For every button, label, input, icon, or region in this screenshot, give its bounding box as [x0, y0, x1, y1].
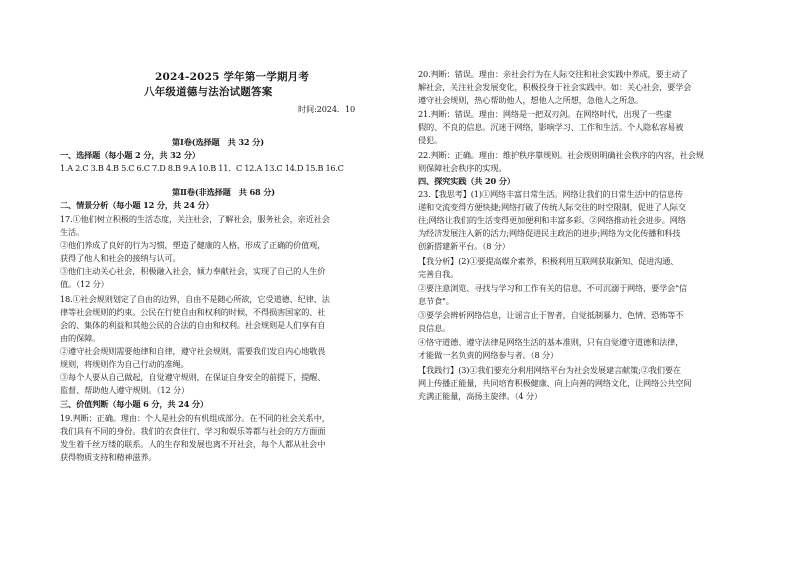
answer-line: 监督、帮助他人遵守规则。（12 分）: [60, 385, 190, 395]
exam-subtitle: 八年级道德与法治试题答案: [144, 86, 273, 98]
section3-title: 三、价值判断（每小题 6 分，共 24 分）: [60, 399, 209, 409]
answer-line: 发生着千丝万缕的联系。人的生存和发展也离不开社会，每个人都从社会中: [60, 439, 326, 449]
answer-line: 假的、不良的信息。沉迷于网络，影响学习、工作和生活。个人隐私容易被: [418, 122, 684, 132]
answer-line: ③要学会辨析网络信息，让谣言止于智者，自觉抵制暴力、色情、恐怖等不: [418, 310, 684, 320]
section1-title: 一、选择题（每小题 2 分，共 32 分）: [60, 150, 200, 160]
answer-line: 良信息。: [418, 323, 451, 333]
choice-answers: 1.A 2.C 3.B 4.B 5.C 6.C 7.D 8.B 9.A 10.B 11．C 12.A 13.C 14.D 15.B 16.C: [60, 163, 344, 173]
answer-line: 获得了他人和社会的接纳与认可。: [60, 253, 181, 263]
exam-title: 2024-2025 学年第一学期月考: [155, 71, 310, 83]
answer-line: ②遵守社会规则需要他律和自律，遵守社会规则，需要我们发自内心地敬畏: [60, 346, 326, 356]
answer-line: 网上传播正能量，共同培育积极健康、向上向善的网络文化，让网络公共空间: [418, 378, 692, 388]
answer-line: 21.判断：错误。理由：网络是一把双刃剑。在网络时代，出现了一些虚: [418, 109, 672, 119]
answer-line: 18.①社会规则划定了自由的边界，自由不是随心所欲，它受道德、纪律、法: [60, 294, 330, 304]
answer-line: 17.①他们树立积极的生活态度，关注社会，了解社会，服务社会，亲近社会: [60, 214, 330, 224]
answer-line: 获得物质支持和精神滋养。: [60, 452, 157, 462]
answer-line: 遵守社会规则，热心帮助他人，想他人之所想，急他人之所急。: [418, 95, 644, 105]
answer-line: 完善自我。: [418, 269, 459, 279]
answer-line: 才能做一名负责的网络参与者。（8 分）: [418, 350, 559, 360]
answer-line: 由的保障。: [60, 333, 101, 343]
answer-line: 为经济发展注入新的活力;网络促进民主政治的进步;网络为文化传播和科技: [418, 228, 681, 238]
section2-title: 二、情景分析（每小题 12 分，共 24 分）: [60, 200, 214, 210]
part1-title: 第Ⅰ卷(选择题 共 32 分): [172, 137, 264, 147]
answer-line: 【我分析】(2)①要提高媒介素养，积极利用互联网获取新知、促进沟通、: [418, 256, 679, 266]
answer-line: 解社会，关注社会发展变化，积极投身于社会实践中。如：关心社会，要学会: [418, 82, 692, 92]
answer-line: 生活。: [60, 227, 85, 237]
answer-line: ④恪守道德、遵守法律是网络生活的基本准则，只有自觉遵守道德和法律，: [418, 337, 684, 347]
answer-line: 22.判断：正确。理由：维护秩序靠规则。社会规则明确社会秩序的内容，社会规: [418, 150, 704, 160]
answer-line: ③他们主动关心社会，积极融入社会，倾力奉献社会，实现了自己的人生价: [60, 266, 326, 276]
section4-title: 四、探究实践（共 20 分）: [418, 176, 515, 186]
answer-line: 会的、集体的利益和其他公民的合法的自由和权利。社会规则是人们享有自: [60, 320, 326, 330]
part2-title: 第Ⅱ卷(非选择题 共 68 分): [172, 187, 276, 197]
answer-line: ②他们养成了良好的行为习惯，塑造了健康的人格，形成了正确的价值观，: [60, 240, 326, 250]
answer-line: 我们具有不同的身份。我们的衣食住行、学习和娱乐等都与社会的方方面面: [60, 426, 326, 436]
answer-line: 【我践行】(3)①我们要充分利用网络平台为社会发展建言献策;②我们要在: [418, 365, 681, 375]
answer-line: 则保障社会秩序的实现。: [418, 163, 507, 173]
answer-line: ②要注意浏览、寻找与学习和工作有关的信息，不可沉溺于网络，要学会"信: [418, 283, 687, 293]
answer-line: 递和交流变得方便快捷;网络打破了传统人际交往的时空限制，促进了人际交: [418, 202, 686, 212]
answer-line: 规则，将规则作为自己行动的准绳。: [60, 359, 189, 369]
answer-line: 23.【我思考】(1)①网络丰富日常生活。网络让我们的日常生活中的信息传: [418, 189, 683, 199]
answer-line: 往;网络让我们的生活变得更加便利和丰富多彩。②网络推动社会进步。网络: [418, 215, 686, 225]
answer-line: 充满正能量，高扬主旋律。（4 分）: [418, 391, 542, 401]
exam-date: 时间:2024．10: [298, 104, 356, 114]
answer-line: 20.判断：错误。理由：亲社会行为在人际交往和社会实践中养成，要主动了: [418, 69, 688, 79]
answer-line: 19.判断：正确。理由：个人是社会的有机组成部分。在不同的社会关系中，: [60, 413, 330, 423]
answer-line: 值。（12 分）: [60, 279, 109, 289]
answer-line: ③每个人要从自己做起，自觉遵守规则，在保证自身安全的前提下，提醒、: [60, 372, 326, 382]
answer-line: 律等社会规则的约束。公民在行使自由和权利的时候，不得损害国家的、社: [60, 307, 326, 317]
answer-line: 侵犯。: [418, 135, 443, 145]
answer-line: 息节食"。: [418, 296, 454, 306]
answer-line: 创新搭建新平台。（8 分）: [418, 241, 510, 251]
